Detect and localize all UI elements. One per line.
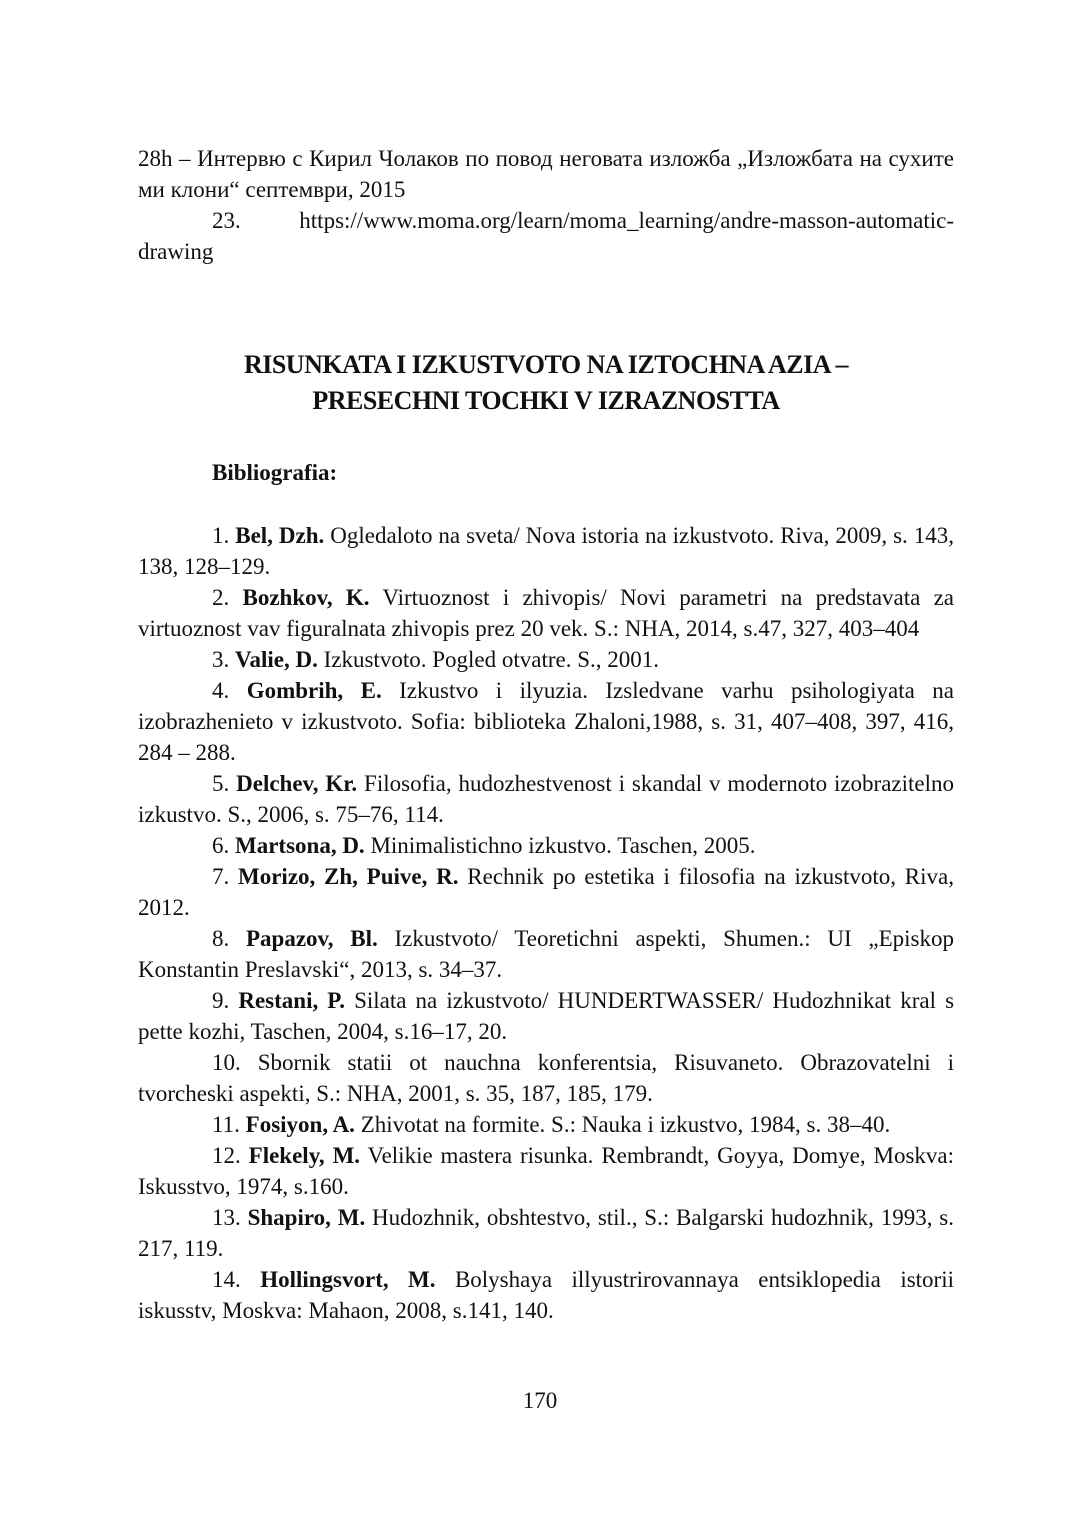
entry-author: Shapiro, M.: [247, 1205, 366, 1230]
entry-text: Hudozhnik, obshtestvo, stil., S.: Balgarski hudozhnik, 1993, s. 217, 119.: [138, 1205, 954, 1261]
intro-reference-28h: 28h – Интервю с Кирил Чолаков по повод неговата изложба „Изложбата на сухите ми клони“ септември, 2015: [138, 146, 954, 202]
entry-number: 1.: [212, 523, 230, 548]
entry-text: Izkustvo i ilyuzia. Izsledvane varhu psihologiyata na izobrazhenieto v izkustvoto. Sofia: biblioteka Zhaloni,1988, s. 31, 407–408, 397, 416, 284 – 288.: [138, 678, 955, 765]
bibliography-entry: [138, 1140, 954, 1202]
entry-text: Izkustvoto. Pogled otvatre. S., 2001.: [323, 647, 659, 672]
bibliography-list: [138, 520, 954, 1326]
entry-author: Bozhkov, K.: [242, 585, 370, 610]
bibliography-entry: [138, 1264, 954, 1326]
section-heading: [138, 347, 954, 419]
entry-author: Fosiyon, A.: [245, 1112, 355, 1137]
bibliography-entry: [138, 1202, 954, 1264]
entry-number: 10.: [212, 1050, 241, 1075]
bibliography-entry: [138, 923, 954, 985]
page-content: [138, 143, 954, 1326]
entry-number: 14.: [212, 1267, 241, 1292]
entry-text: Minimalistichno izkustvo. Taschen, 2005.: [370, 833, 756, 858]
bibliography-entry: [138, 1047, 954, 1109]
entry-number: 7.: [212, 864, 230, 889]
entry-number: 5.: [212, 771, 230, 796]
entry-text: Velikie mastera risunka. Rembrandt, Goyya, Domye, Moskva: Iskusstvo, 1974, s.160.: [138, 1143, 954, 1199]
page-number: 170: [522, 1388, 558, 1413]
entry-author: Martsona, D.: [235, 833, 365, 858]
entry-author: Delchev, Kr.: [236, 771, 358, 796]
bibliography-entry: [138, 644, 954, 675]
heading-line-2: PRESECHNI TOCHKI V IZRAZNOSTTA: [312, 386, 780, 415]
bibliography-entry: [138, 830, 954, 861]
entry-author: Gombrih, E.: [246, 678, 382, 703]
entry-author: Morizo, Zh, Puive, R.: [238, 864, 459, 889]
entry-author: Restani, P.: [238, 988, 345, 1013]
bibliography-entry: [138, 582, 954, 644]
entry-number: 9.: [212, 988, 230, 1013]
entry-number: 6.: [212, 833, 230, 858]
entry-number: 3.: [212, 647, 230, 672]
entry-author: Bel, Dzh.: [235, 523, 325, 548]
entry-text: Izkustvoto/ Teoretichni aspekti, Shumen.: UI „Episkop Konstantin Preslavski“, 2013, s. 34–37.: [138, 926, 955, 982]
entry-author: Hollingsvort, M.: [260, 1267, 436, 1292]
entry-text: Sbornik statii ot nauchna konferentsia, Risuvaneto. Obrazovatelni i tvorcheski aspekti, S.: NHA, 2001, s. 35, 187, 185, 179.: [138, 1050, 955, 1106]
entry-text: Zhivotat na formite. S.: Nauka i izkustvo, 1984, s. 38–40.: [360, 1112, 891, 1137]
entry-number: 4.: [212, 678, 230, 703]
bibliography-title: Bibliografia:: [212, 460, 338, 485]
bibliography-entry: [138, 861, 954, 923]
bibliography-entry: [138, 985, 954, 1047]
entry-number: 2.: [212, 585, 230, 610]
entry-author: Flekely, M.: [248, 1143, 361, 1168]
entry-author: Valie, D.: [235, 647, 318, 672]
entry-text: Ogledaloto na sveta/ Nova istoria na izkustvoto. Riva, 2009, s. 143, 138, 128–129.: [138, 523, 955, 579]
entry-text: Silata na izkustvoto/ HUNDERTWASSER/ Hudozhnikat kral s pette kozhi, Taschen, 2004, s.16–17, 20.: [138, 988, 955, 1044]
bibliography-entry: [138, 675, 954, 768]
entry-number: 13.: [212, 1205, 241, 1230]
entry-number: 8.: [212, 926, 230, 951]
entry-text: Rechnik po estetika i filosofia na izkustvoto, Riva, 2012.: [138, 864, 954, 920]
bibliography-entry: [138, 1109, 954, 1140]
intro-reference-23: 23. https://www.moma.org/learn/moma_learning/andre-masson-automatic-drawing: [138, 208, 954, 264]
entry-author: Papazov, Bl.: [246, 926, 378, 951]
entry-text: Filosofia, hudozhestvenost i skandal v modernoto izobrazitelno izkustvo. S., 2006, s. 75–76, 114.: [138, 771, 955, 827]
entry-number: 11.: [212, 1112, 240, 1137]
bibliography-entry: [138, 520, 954, 582]
heading-line-1: RISUNKATA I IZKUSTVOTO NA IZTOCHNA AZIA –: [243, 350, 849, 379]
entry-text: Bolyshaya illyustrirovannaya entsiklopedia istorii iskusstv, Moskva: Mahaon, 2008, s.141, 140.: [138, 1267, 954, 1323]
bibliography-entry: [138, 768, 954, 830]
entry-text: Virtuoznost i zhivopis/ Novi parametri na predstavata za virtuoznost vav figuralnata zhivopis prez 20 vek. S.: NHA, 2014, s.47, 327, 403–404: [138, 585, 954, 641]
entry-number: 12.: [212, 1143, 241, 1168]
